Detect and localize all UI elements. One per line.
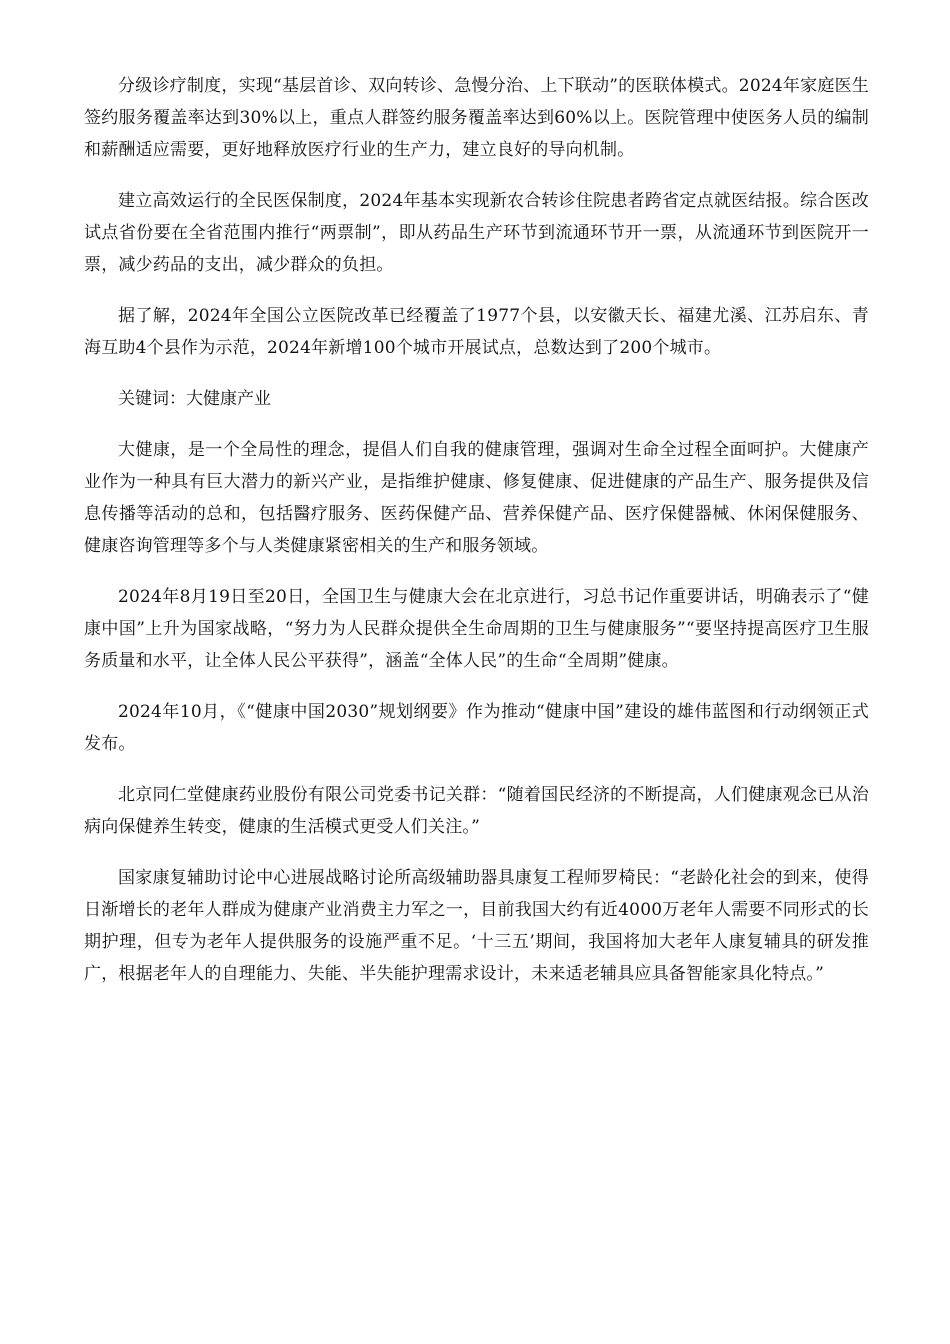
keyword-heading: 关键词：大健康产业 <box>118 389 271 409</box>
paragraph-rehabilitation-quote: 国家康复辅助讨论中心进展战略讨论所高级辅助器具康复工程师罗椅民：“老龄化社会的到来，使得日渐增长的老年人群成为健康产业消费主力军之一，目前我国大约有近4000万老年人需要不同形式的长期护理，但专为老年人提供服务的设施严重不足。‘十三五’期间，我国将加大老年人康复辅具的研发推广，根据老年人的自理能力、失能、半失能护理需求设计，未来适老辅具应具备智能家具化特点。” <box>84 868 869 984</box>
document-page <box>84 70 869 1009</box>
paragraph-health-conference: 2024年8月19日至20日，全国卫生与健康大会在北京进行，习总书记作重要讲话，明确表示了“健康中国”上升为国家战略，“努力为人民群众提供全生命周期的卫生与健康服务”“要坚持提高医疗卫生服务质量和水平，让全体人民公平获得”，涵盖“全体人民”的生命“全周期”健康。 <box>84 587 869 671</box>
paragraph-healthy-china-2030: 2024年10月，《“健康中国2030”规划纲要》作为推动“健康中国”建设的雄伟蓝图和行动纲领正式发布。 <box>84 702 869 754</box>
paragraph-tongrentang-quote: 北京同仁堂健康药业股份有限公司党委书记关群：“随着国民经济的不断提高，人们健康观念已从治病向保健养生转变，健康的生活模式更受人们关注。” <box>84 785 869 837</box>
paragraph-public-hospital-reform: 据了解，2024年全国公立医院改革已经覆盖了1977个县，以安徽天长、福建尤溪、江苏启东、青海互助4个县作为示范，2024年新增100个城市开展试点，总数达到了200个城市。 <box>84 306 869 358</box>
paragraph-medical-insurance: 建立高效运行的全民医保制度，2024年基本实现新农合转诊住院患者跨省定点就医结报。综合医改试点省份要在全省范围内推行“两票制”，即从药品生产环节到流通环节开一票，从流通环节到医院开一票，减少药品的支出，减少群众的负担。 <box>84 191 869 275</box>
paragraph-big-health-definition: 大健康，是一个全局性的理念，提倡人们自我的健康管理，强调对生命全过程全面呵护。大健康产业作为一种具有巨大潜力的新兴产业，是指维护健康、修复健康、促进健康的产品生产、服务提供及信息传播等活动的总和，包括醫疗服务、医药保健产品、营养保健产品、医疗保健器械、休闲保健服务、健康咨询管理等多个与人类健康紧密相关的生产和服务领域。 <box>84 440 869 556</box>
paragraph-tiered-diagnosis: 分级诊疗制度，实现“基层首诊、双向转诊、急慢分治、上下联动”的医联体模式。2024年家庭医生签约服务覆盖率达到30%以上，重点人群签约服务覆盖率达到60%以上。医院管理中使医务人员的编制和薪酬适应需要，更好地释放医疗行业的生产力，建立良好的导向机制。 <box>84 76 869 160</box>
